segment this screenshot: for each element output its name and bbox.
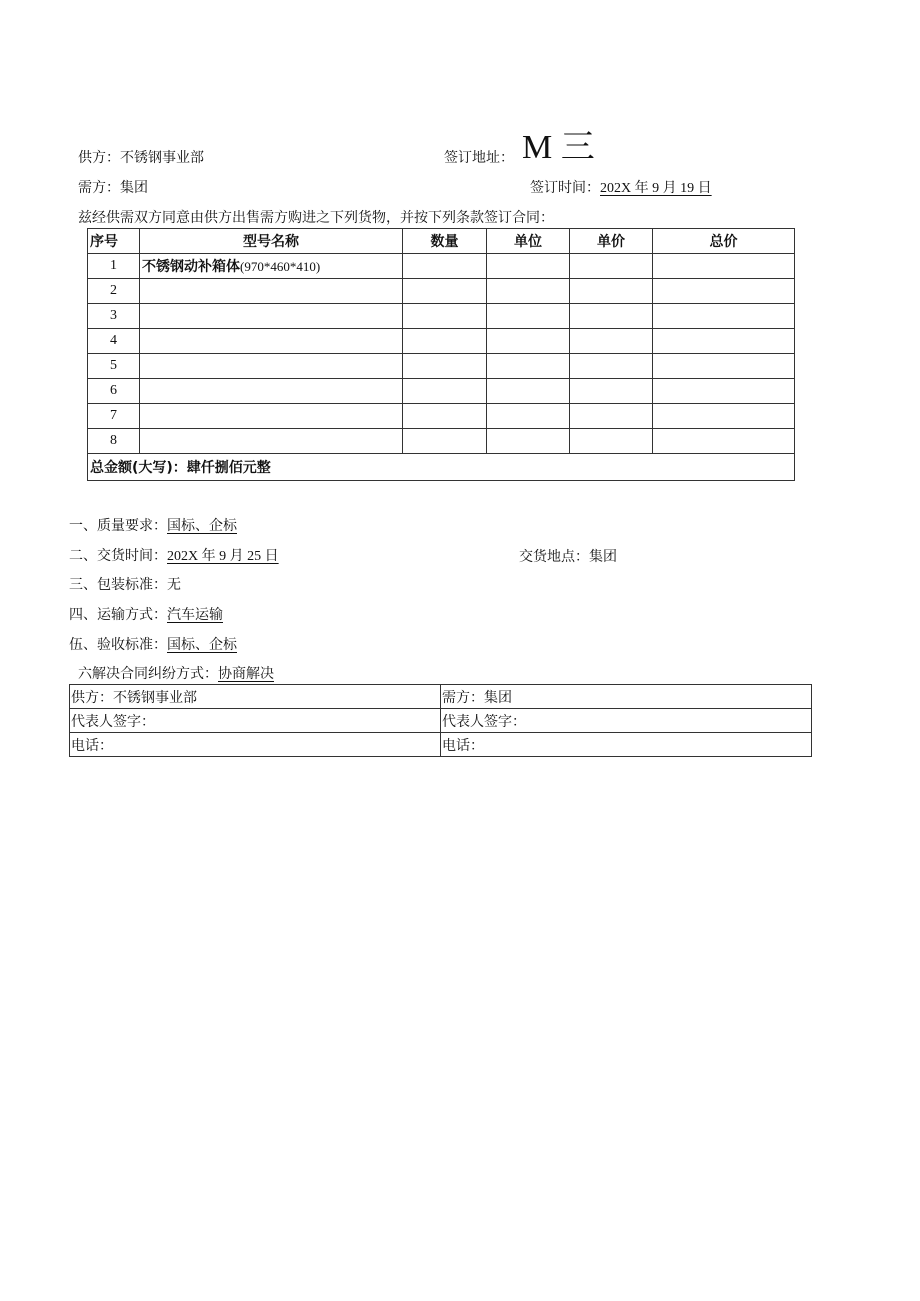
- row-unit: [487, 354, 570, 379]
- table-row: [88, 304, 795, 329]
- row-qty: [403, 254, 487, 279]
- row-no: 7: [88, 404, 140, 429]
- row-total: [653, 279, 795, 304]
- sign-phone-left: 电话：: [70, 733, 441, 757]
- contract-intro: 兹经供需双方同意由供方出售需方购进之下列货物，并按下列条款签订合同：: [78, 210, 554, 226]
- term-dispute: [78, 663, 274, 683]
- term-delivery-place-value: 集团: [589, 549, 617, 565]
- buyer-value: 集团: [120, 180, 148, 196]
- row-name: [140, 279, 403, 304]
- row-unit: [487, 329, 570, 354]
- row-no: 2: [88, 279, 140, 304]
- row-name: [140, 429, 403, 454]
- row-no: 5: [88, 354, 140, 379]
- row-name: [140, 329, 403, 354]
- row-no: 6: [88, 379, 140, 404]
- total-amount-row: [88, 454, 795, 481]
- row-no: 1: [88, 254, 140, 279]
- sign-place-label: 签订地址：: [444, 150, 514, 166]
- row-price: [570, 429, 653, 454]
- term-delivery-place-label: 交货地点：: [519, 549, 589, 565]
- col-header-qty: 数量: [403, 229, 487, 254]
- row-total: [653, 329, 795, 354]
- term-packing-value: 无: [167, 577, 181, 593]
- col-header-no: 序号: [88, 229, 140, 254]
- supplier-value: 不锈钢事业部: [120, 150, 204, 166]
- signature-row-rep: [70, 709, 812, 733]
- item-name: 不锈钢动补箱体: [142, 259, 240, 275]
- row-qty: [403, 304, 487, 329]
- signature-row-party: [70, 685, 812, 709]
- row-unit: [487, 379, 570, 404]
- term-packing: [69, 574, 181, 594]
- row-qty: [403, 279, 487, 304]
- row-qty: [403, 329, 487, 354]
- table-row: [88, 279, 795, 304]
- term-delivery-time-value: 202X 年 9 月 25 日: [167, 549, 279, 564]
- term-delivery-time: [69, 545, 279, 565]
- term-quality: [69, 515, 237, 535]
- row-qty: [403, 404, 487, 429]
- col-header-name: 型号名称: [140, 229, 403, 254]
- sign-time-line: [530, 177, 712, 197]
- row-name: [140, 404, 403, 429]
- table-row: [88, 354, 795, 379]
- row-qty: [403, 429, 487, 454]
- goods-table: [87, 228, 795, 481]
- table-row: [88, 379, 795, 404]
- term-transport-label: 四、运输方式：: [69, 607, 167, 623]
- sign-place-value: M 三: [522, 129, 595, 166]
- term-transport-value: 汽车运输: [167, 607, 223, 623]
- term-quality-label: 一、质量要求：: [69, 518, 167, 534]
- term-delivery-time-label: 二、交货时间：: [69, 548, 167, 564]
- table-row: [88, 329, 795, 354]
- row-unit: [487, 279, 570, 304]
- row-qty: [403, 379, 487, 404]
- row-no: 3: [88, 304, 140, 329]
- row-price: [570, 379, 653, 404]
- row-total: [653, 254, 795, 279]
- row-price: [570, 329, 653, 354]
- row-price: [570, 254, 653, 279]
- row-name: [140, 304, 403, 329]
- buyer-line: [78, 177, 148, 197]
- sign-time-value: 202X 年 9 月 19 日: [600, 181, 712, 196]
- row-total: [653, 304, 795, 329]
- sign-buyer: 需方：集团: [441, 685, 812, 709]
- row-no: 4: [88, 329, 140, 354]
- table-row: [88, 404, 795, 429]
- term-dispute-value: 协商解决: [218, 666, 274, 682]
- row-price: [570, 404, 653, 429]
- row-price: [570, 304, 653, 329]
- total-amount-cell: [88, 454, 795, 481]
- term-packing-label: 三、包装标准：: [69, 577, 167, 593]
- sign-rep-right: 代表人签字：: [441, 709, 812, 733]
- row-total: [653, 404, 795, 429]
- term-acceptance: [69, 634, 237, 654]
- row-qty: [403, 354, 487, 379]
- supplier-line: [78, 147, 204, 167]
- row-total: [653, 354, 795, 379]
- row-price: [570, 279, 653, 304]
- sign-rep-left: 代表人签字：: [70, 709, 441, 733]
- sign-time-label: 签订时间：: [530, 180, 600, 196]
- term-transport: [69, 604, 223, 624]
- term-delivery-place: [519, 546, 617, 566]
- sign-supplier: 供方：不锈钢事业部: [70, 685, 441, 709]
- term-quality-value: 国标、企标: [167, 518, 237, 534]
- row-name: [140, 354, 403, 379]
- item-spec: (970*460*410): [240, 259, 321, 274]
- row-unit: [487, 429, 570, 454]
- term-dispute-label: 六解决合同纠纷方式：: [78, 666, 218, 682]
- term-acceptance-label: 伍、验收标准：: [69, 637, 167, 653]
- row-total: [653, 379, 795, 404]
- row-name: [140, 254, 403, 279]
- signature-row-phone: [70, 733, 812, 757]
- sign-phone-right: 电话：: [441, 733, 812, 757]
- col-header-unit: 单位: [487, 229, 570, 254]
- term-acceptance-value: 国标、企标: [167, 637, 237, 653]
- row-name: [140, 379, 403, 404]
- total-amount-value: 肆仟捌佰元整: [186, 460, 271, 476]
- buyer-label: 需方：: [78, 180, 120, 196]
- row-price: [570, 354, 653, 379]
- signature-table: [69, 684, 812, 757]
- row-no: 8: [88, 429, 140, 454]
- goods-header-row: [88, 229, 795, 254]
- total-amount-label: 总金额(大写)：: [90, 460, 187, 476]
- row-unit: [487, 404, 570, 429]
- col-header-price: 单价: [570, 229, 653, 254]
- row-unit: [487, 304, 570, 329]
- row-total: [653, 429, 795, 454]
- supplier-label: 供方：: [78, 150, 120, 166]
- table-row: [88, 429, 795, 454]
- table-row: [88, 254, 795, 279]
- row-unit: [487, 254, 570, 279]
- col-header-total: 总价: [653, 229, 795, 254]
